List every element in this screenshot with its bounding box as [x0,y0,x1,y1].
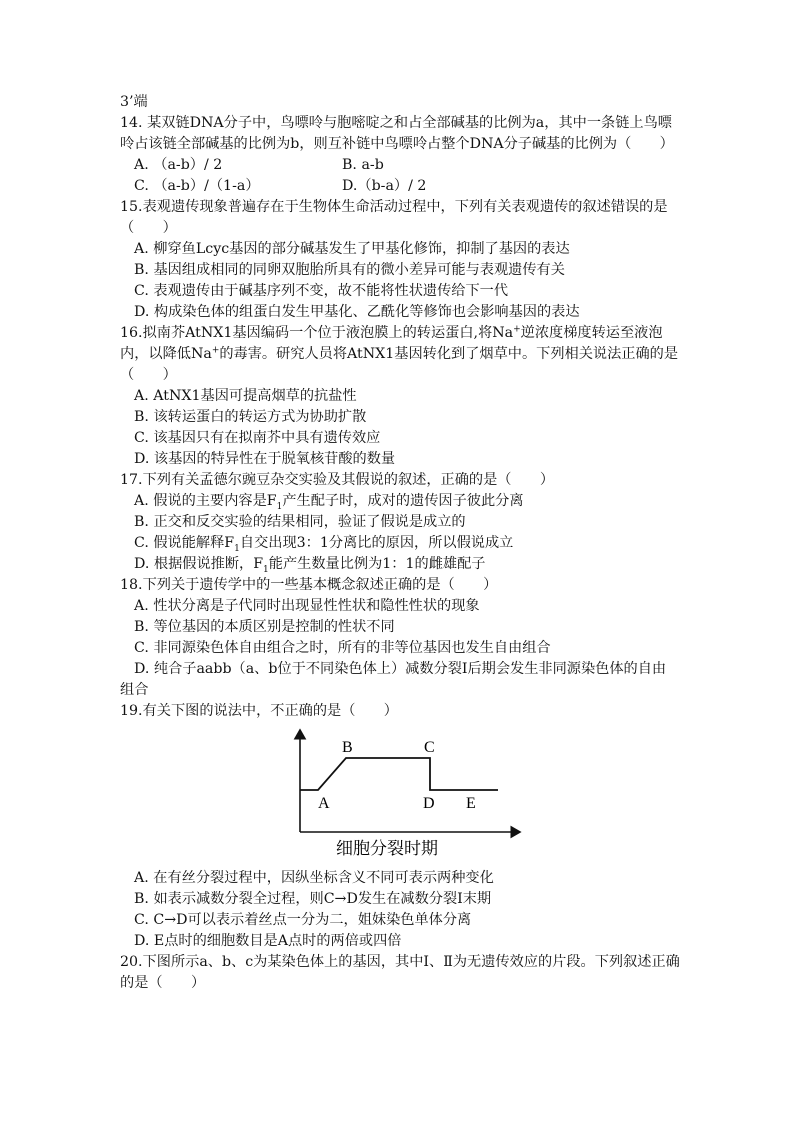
question-17-option-a: A. 假说的主要内容是$F_1$产生配子时，成对的遗传因子彼此分离 [134,493,524,512]
question-15-option-a: A. 柳穿鱼Lcyc基因的部分碱基发生了甲基化修饰，抑制了基因的表达 [134,241,570,257]
question-15-option-b: B. 基因组成相同的同卵双胞胎所具有的微小差异可能与表观遗传有关 [134,262,565,278]
question-14-stem: 14. 某双链DNA分子中，鸟嘌呤与胞嘧啶之和占全部碱基的比例为a，其中一条链上鸟嘌呤占该链全部碱基的比例为b，则互补链中鸟嘌呤占整个DNA分子碱基的比例为（ ） [120,115,674,152]
question-18-option-c: C. 非同源染色体自由组合之时，所有的非等位基因也发生自由组合 [134,640,551,656]
point-label-e: E [466,795,476,812]
question-17-stem: 17.下列有关孟德尔豌豆杂交实验及其假说的叙述，正确的是（ ） [120,472,555,488]
question-16-option-a: A. AtNX1基因可提高烟草的抗盐性 [134,388,357,404]
question-15-option-d: D. 构成染色体的组蛋白发生甲基化、乙酰化等修饰也会影响基因的表达 [134,304,580,320]
point-label-a: A [318,795,330,812]
question-19-option-b: B. 如表示减数分裂全过程，则C→D发生在减数分裂Ⅰ末期 [134,891,492,907]
question-18-option-d: D. 纯合子aabb（a、b位于不同染色体上）减数分裂Ⅰ后期会发生非同源染色体的自由组合 [120,661,667,698]
graph-line [300,758,498,790]
question-18-stem: 18.下列关于遗传学中的一些基本概念叙述正确的是（ ） [120,577,498,593]
question-17-option-c: C. 假说能解释$F_1$自交出现3：1分离比的原因，所以假说成立 [134,535,514,554]
exam-page [120,92,680,994]
question-16-stem: 16.拟南芥AtNX1基因编码一个位于液泡膜上的转运蛋白,将Na+逆浓度梯度转运至液泡内，以降低Na+的毒害。研究人员将AtNX1基因转化到了烟草中。下列相关说法正确的是（ ） [120,324,679,383]
cell-division-graph [290,726,530,856]
question-20-stem: 20.下图所示a、b、c为某染色体上的基因，其中Ⅰ、Ⅱ为无遗传效应的片段。下列叙述正确的是（ ） [120,954,680,991]
question-19-stem: 19.有关下图的说法中，不正确的是（ ） [120,703,398,719]
question-14-option-d: D.（b-a）/ 2 [342,178,427,194]
point-label-b: B [342,739,353,756]
question-19-option-a: A. 在有丝分裂过程中，因纵坐标含义不同可表示两种变化 [134,870,494,886]
question-14-options-row2 [120,176,680,197]
question-14-options-row1 [120,155,680,176]
x-axis-label: 细胞分裂时期 [336,839,438,856]
point-label-d: D [423,795,435,812]
question-16-option-d: D. 该基因的特异性在于脱氧核苷酸的数量 [134,451,396,467]
question-16-option-b: B. 该转运蛋白的转运方式为协助扩散 [134,409,367,425]
question-17-option-d: D. 根据假说推断，$F_1$能产生数量比例为1：1的雌雄配子 [134,556,486,575]
question-19-option-c: C. C→D可以表示着丝点一分为二，姐妹染色单体分离 [134,912,472,928]
question-18-option-a: A. 性状分离是子代同时出现显性性状和隐性性状的现象 [134,598,480,614]
question-14-option-b: B. a-b [342,157,384,173]
header-fragment: 3’端 [120,94,148,110]
question-16-option-c: C. 该基因只有在拟南芥中具有遗传效应 [134,430,381,446]
point-label-c: C [424,739,435,756]
question-18-option-b: B. 等位基因的本质区别是控制的性状不同 [134,619,395,635]
question-19-figure [120,726,680,862]
question-14-option-c: C. （a-b）/（1-a） [134,178,260,194]
question-14-option-a: A. （a-b）/ 2 [134,157,223,173]
question-15-option-c: C. 表观遗传由于碱基序列不变，故不能将性状遗传给下一代 [134,283,509,299]
question-19-option-d: D. E点时的细胞数目是A点时的两倍或四倍 [134,933,402,949]
question-15-stem: 15.表观遗传现象普遍存在于生物体生命活动过程中，下列有关表观遗传的叙述错误的是（ ） [120,199,668,236]
question-17-option-b: B. 正交和反交实验的结果相同，验证了假说是成立的 [134,514,466,530]
